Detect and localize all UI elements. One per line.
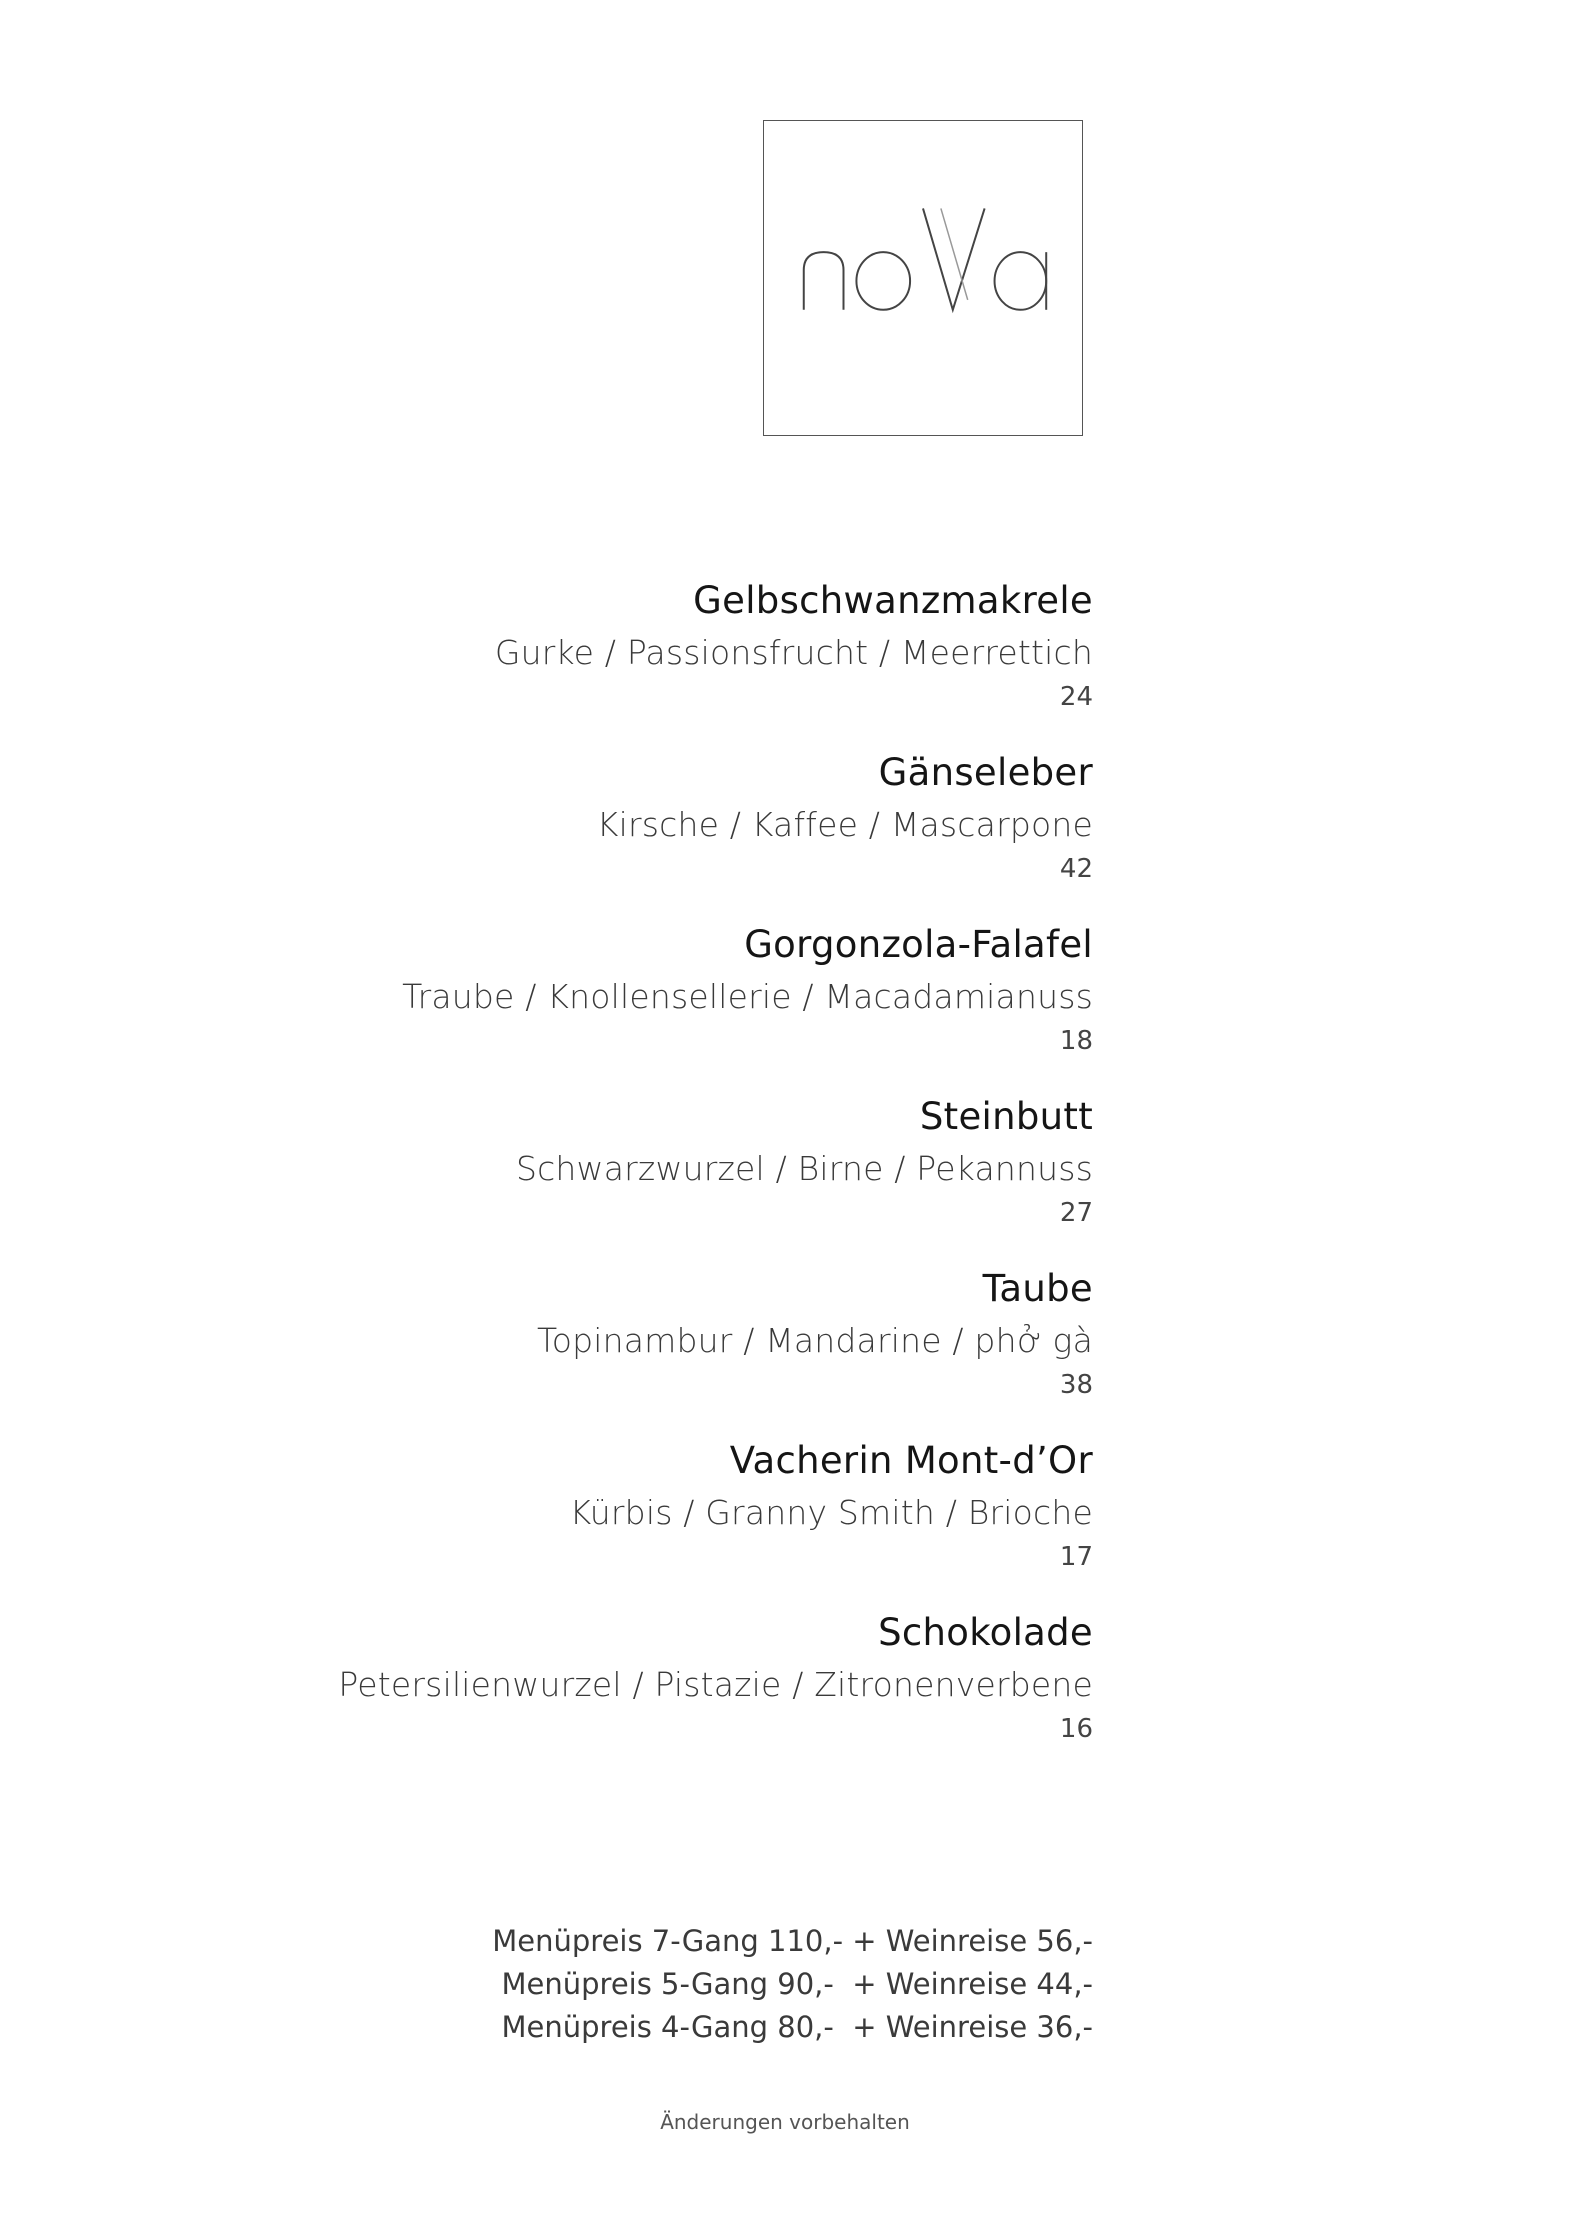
dish-item: [93, 1091, 1093, 1263]
dish-price: 27: [1059, 1198, 1093, 1228]
dish-description: Schwarzwurzel / Birne / Pekannuss: [515, 1149, 1093, 1188]
nova-logo-mark: [764, 121, 1082, 435]
dish-list: [93, 575, 1093, 1779]
nova-logo: [763, 120, 1083, 436]
dish-name: Schokolade: [878, 1611, 1093, 1654]
menu-price-line: Menüpreis 7-Gang 110,- + Weinreise 56,-: [492, 1924, 1093, 1958]
dish-item: [93, 1607, 1093, 1779]
dish-name: Taube: [982, 1267, 1093, 1310]
dish-description: Kirsche / Kaffee / Mascarpone: [596, 805, 1093, 844]
footer-note: Änderungen vorbehalten: [660, 2110, 910, 2134]
dish-name: Gorgonzola-Falafel: [744, 923, 1093, 966]
dish-description: Gurke / Passionsfrucht / Meerrettich: [494, 633, 1093, 672]
dish-price: 17: [1059, 1542, 1093, 1572]
dish-price: 42: [1059, 854, 1093, 884]
dish-description: Petersilienwurzel / Pistazie / Zitronenverbene: [338, 1665, 1093, 1704]
menu-price-list: [492, 1920, 1093, 2049]
menu-price-line: Menüpreis 4-Gang 80,- + Weinreise 36,-: [501, 2010, 1093, 2044]
menu-price-line: Menüpreis 5-Gang 90,- + Weinreise 44,-: [501, 1967, 1093, 2001]
dish-name: Vacherin Mont-d’Or: [729, 1439, 1093, 1482]
dish-name: Steinbutt: [919, 1095, 1093, 1138]
dish-description: Topinambur / Mandarine / phở gà: [536, 1321, 1093, 1360]
dish-item: [93, 1435, 1093, 1607]
dish-item: [93, 575, 1093, 747]
dish-item: [93, 747, 1093, 919]
dish-name: Gelbschwanzmakrele: [693, 579, 1093, 622]
dish-description: Traube / Knollensellerie / Macadamianuss: [402, 977, 1093, 1016]
dish-price: 38: [1059, 1370, 1093, 1400]
dish-description: Kürbis / Granny Smith / Brioche: [569, 1493, 1093, 1532]
dish-name: Gänseleber: [878, 751, 1093, 794]
dish-price: 16: [1059, 1714, 1093, 1744]
dish-item: [93, 919, 1093, 1091]
dish-price: 24: [1059, 682, 1093, 712]
dish-item: [93, 1263, 1093, 1435]
dish-price: 18: [1059, 1026, 1093, 1056]
